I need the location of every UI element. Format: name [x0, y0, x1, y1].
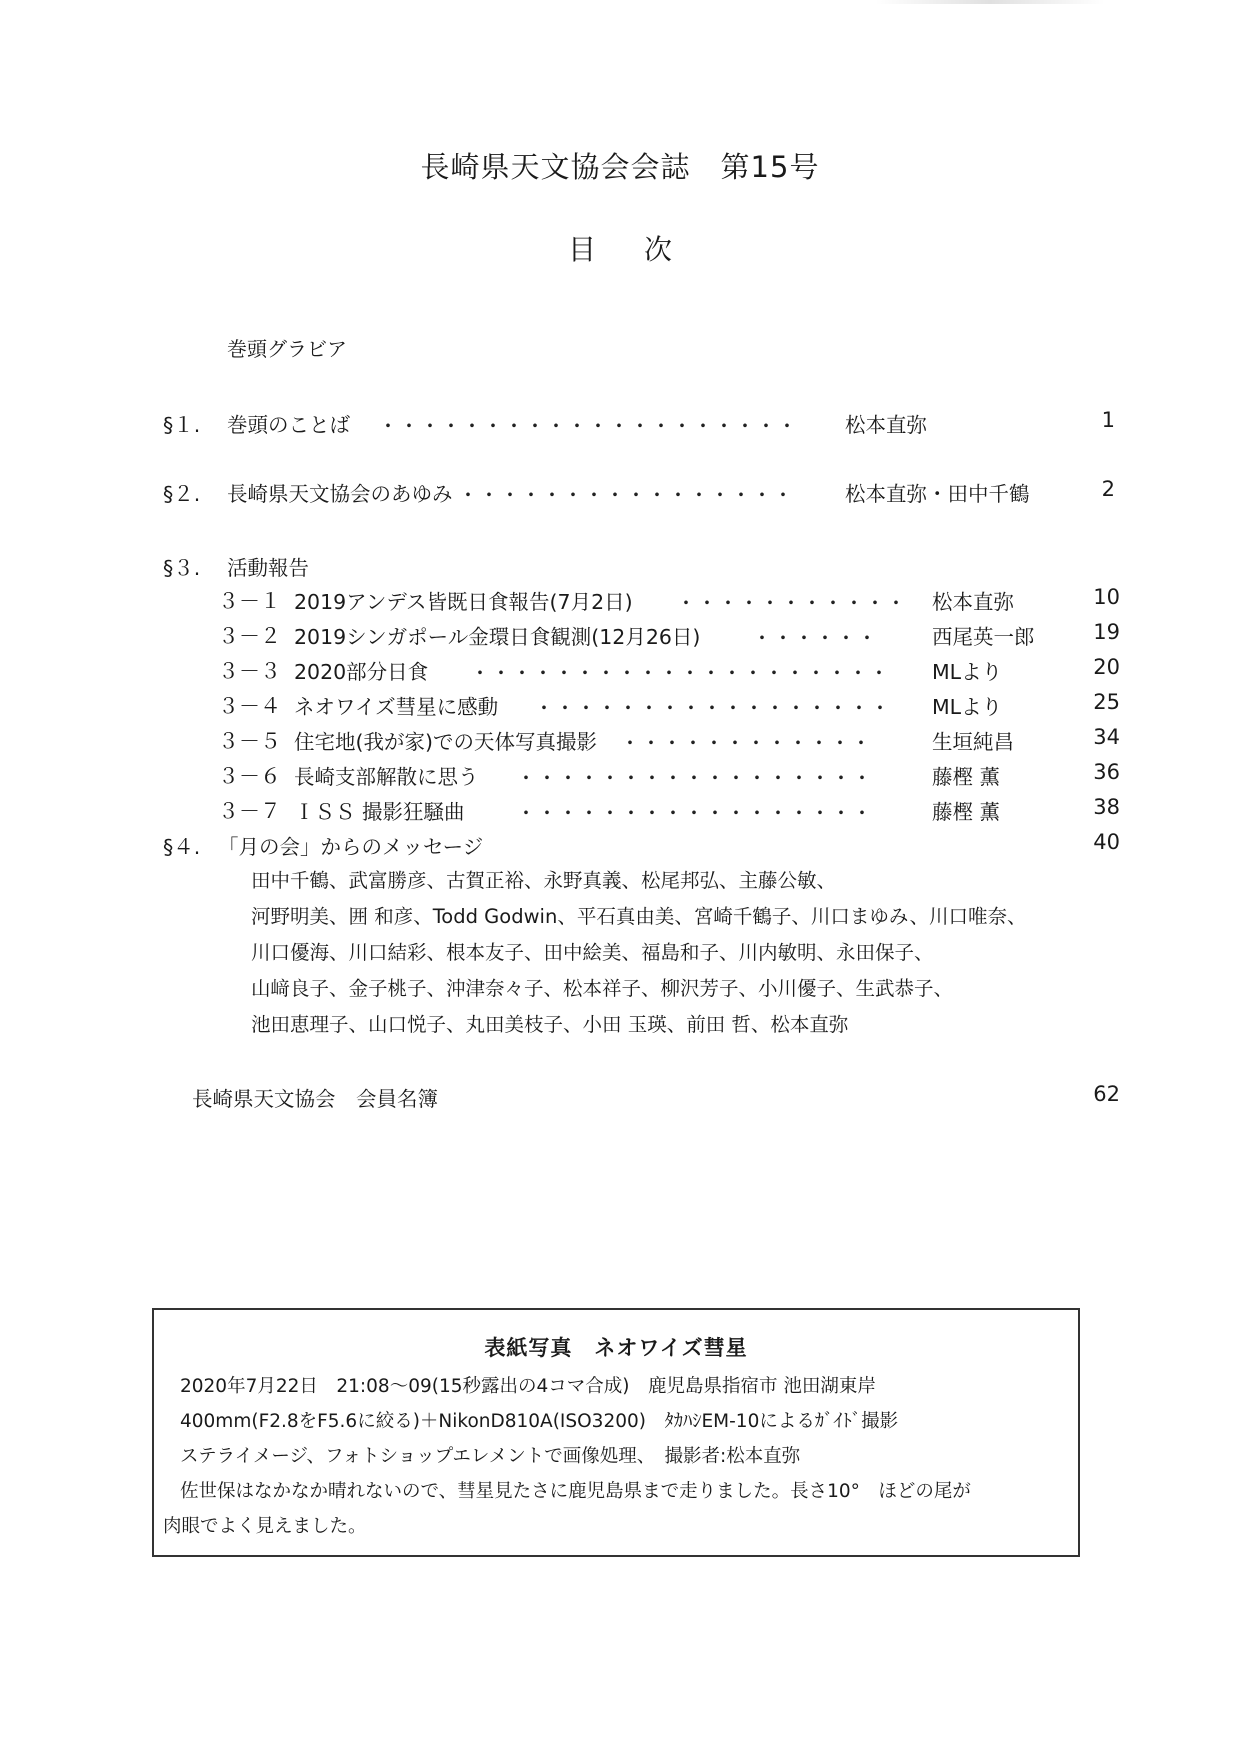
section-2-leader: ・・・・・・・・・・・・・・・・: [458, 483, 794, 507]
item-leader: ・・・・・・・・・・・・・・・・・・・・: [470, 661, 890, 685]
scan-edge-shadow: [875, 0, 1105, 4]
contributor-names-line: 田中千鶴、武富勝彦、古賀正裕、永野真義、松尾邦弘、主藤公敏、: [251, 869, 837, 892]
contributor-names-line: 河野明美、囲 和彦、Todd Godwin、平石真由美、宮崎千鶴子、川口まゆみ、川口唯奈、: [251, 905, 1027, 928]
section-4-title: 「月の会」からのメッセージ: [218, 835, 484, 859]
item-page: 20: [1093, 655, 1120, 679]
cover-photo-line: 2020年7月22日 21:08～09(15秒露出の4コマ合成) 鹿児島県指宿市 池田湖東岸: [180, 1376, 876, 1397]
item-page: 19: [1093, 620, 1120, 644]
item-number: ３－３: [218, 659, 281, 683]
item-number: ３－７: [218, 799, 281, 823]
section-2-author: 松本直弥・田中千鶴: [845, 482, 1030, 506]
contributor-names-line: 川口優海、川口結彩、根本友子、田中絵美、福島和子、川内敏明、永田保子、: [251, 941, 934, 964]
toc-heading: 目次: [567, 233, 720, 266]
document-title: 長崎県天文協会会誌 第15号: [420, 150, 820, 184]
cover-photo-box: [152, 1308, 1080, 1557]
item-leader: ・・・・・・・・・・・: [676, 591, 907, 615]
cover-photo-title: 表紙写真 ネオワイズ彗星: [484, 1336, 748, 1360]
section-1-label: §１.: [163, 413, 201, 437]
section-4-page: 40: [1093, 830, 1120, 854]
cover-photo-line: 肉眼でよく見えました。: [163, 1516, 367, 1537]
item-author: 生垣純昌: [932, 730, 1014, 754]
item-title: ネオワイズ彗星に感動: [294, 695, 499, 719]
section-1-page: 1: [1101, 408, 1115, 432]
section-1-title: 巻頭のことば: [227, 413, 350, 437]
item-page: 25: [1093, 690, 1120, 714]
item-number: ３－１: [218, 589, 281, 613]
roster-title: 長崎県天文協会 会員名簿: [192, 1087, 438, 1111]
item-leader: ・・・・・・・・・・・・・・・・・: [516, 766, 873, 790]
section-1-leader: ・・・・・・・・・・・・・・・・・・・・: [378, 414, 798, 438]
item-number: ３－２: [218, 624, 281, 648]
item-author: MLより: [932, 660, 1003, 684]
item-author: MLより: [932, 695, 1003, 719]
item-title: 住宅地(我が家)での天体写真撮影: [294, 730, 597, 754]
cover-photo-line: 400mm(F2.8をF5.6に絞る)＋NikonD810A(ISO3200) ﾀｶﾊｼEM-10によるｶﾞｲﾄﾞ撮影: [180, 1411, 899, 1432]
section-1-author: 松本直弥: [845, 413, 927, 437]
item-leader: ・・・・・・・・・・・・・・・・・: [534, 696, 891, 720]
item-title: 2019シンガポール金環日食観測(12月26日): [294, 625, 701, 649]
item-title: 2019アンデス皆既日食報告(7月2日): [294, 590, 633, 614]
item-author: 藤樫 薫: [932, 800, 1001, 824]
section-2-page: 2: [1101, 477, 1115, 501]
section-2-title: 長崎県天文協会のあゆみ: [227, 482, 453, 506]
item-author: 藤樫 薫: [932, 765, 1001, 789]
item-page: 34: [1093, 725, 1120, 749]
cover-photo-line: 佐世保はなかなか晴れないので、彗星見たさに鹿児島県まで走りました。長さ10° ほどの尾が: [180, 1481, 971, 1502]
section-3-label: §３.: [163, 556, 201, 580]
item-leader: ・・・・・・・・・・・・: [620, 731, 872, 755]
frontispiece-label: 巻頭グラビア: [227, 337, 347, 361]
item-leader: ・・・・・・・・・・・・・・・・・: [516, 801, 873, 825]
contributor-names-line: 池田恵理子、山口悦子、丸田美枝子、小田 玉瑛、前田 哲、松本直弥: [251, 1013, 849, 1036]
item-author: 西尾英一郎: [932, 625, 1035, 649]
item-page: 10: [1093, 585, 1120, 609]
section-2-label: §２.: [163, 482, 201, 506]
section-4-label: §４.: [163, 835, 201, 859]
item-number: ３－５: [218, 729, 281, 753]
item-leader: ・・・・・・: [752, 626, 878, 650]
contributor-names-line: 山﨑良子、金子桃子、沖津奈々子、松本祥子、柳沢芳子、小川優子、生武恭子、: [251, 977, 954, 1000]
section-3-title: 活動報告: [227, 556, 309, 580]
item-page: 38: [1093, 795, 1120, 819]
cover-photo-line: ステライメージ、フォトショップエレメントで画像処理、 撮影者:松本直弥: [180, 1446, 801, 1467]
roster-page: 62: [1093, 1082, 1120, 1106]
item-title: 長崎支部解散に思う: [294, 765, 479, 789]
item-title: 2020部分日食: [294, 660, 429, 684]
item-number: ３－４: [218, 694, 281, 718]
item-title: ＩＳＳ 撮影狂騒曲: [294, 800, 465, 824]
item-author: 松本直弥: [932, 590, 1014, 614]
item-page: 36: [1093, 760, 1120, 784]
item-number: ３－６: [218, 764, 281, 788]
